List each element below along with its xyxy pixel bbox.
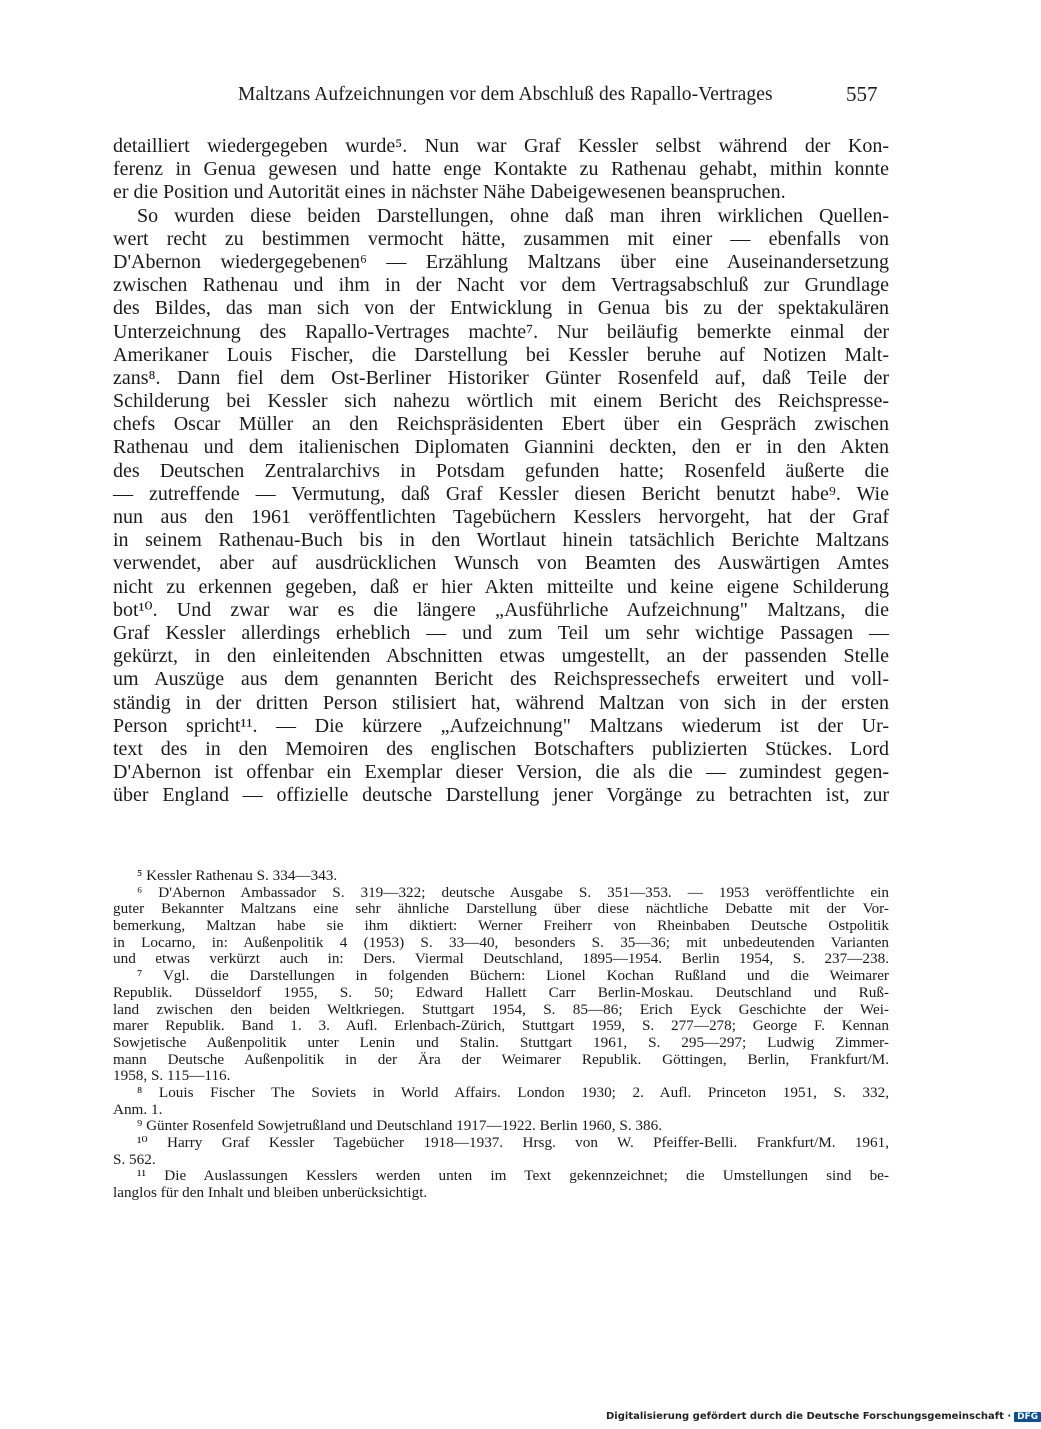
footnote-line: mann Deutsche Außenpolitik in der Ära der Weimarer Republik. Göttingen, Berlin, Frankfurt/M.: [113, 1050, 889, 1068]
text-line: nicht zu erkennen gegeben, daß er hier Akten mitteilte und keine eigene Schilderung: [113, 575, 889, 598]
footnote-line: in Locarno, in: Außenpolitik 4 (1953) S. 33—40, besonders S. 35—36; mit unbedeutenden Varianten: [113, 933, 889, 951]
text-line: des Deutschen Zentralarchivs in Potsdam gefunden hatte; Rosenfeld äußerte die: [113, 459, 889, 482]
footnote-line: Anm. 1.: [113, 1100, 163, 1118]
text-line: um Auszüge aus dem genannten Bericht des Reichspressechefs erweitert und voll-: [113, 668, 889, 691]
text-line: So wurden diese beiden Darstellungen, ohne daß man ihren wirklichen Quellen-: [137, 204, 889, 227]
digitization-credit: [606, 1411, 1041, 1422]
text-line: gekürzt, in den einleitenden Abschnitten etwas umgestellt, an der passenden Stelle: [113, 645, 889, 668]
text-line: in seinem Rathenau-Buch bis in den Wortlaut hinein tatsächlich Berichte Maltzans: [113, 529, 889, 552]
page-number: 557: [846, 82, 878, 106]
text-line: über England — offizielle deutsche Darstellung jener Vorgänge zu betrachten ist, zur: [113, 784, 889, 807]
footnote-line: ⁷ Vgl. die Darstellungen in folgenden Büchern: Lionel Kochan Rußland und die Weimarer: [137, 967, 889, 985]
text-line: zans⁸. Dann fiel dem Ost-Berliner Historiker Günter Rosenfeld auf, daß Teile der: [113, 366, 889, 389]
text-line: bot¹⁰. Und zwar war es die längere „Ausführliche Aufzeichnung" Maltzans, die: [113, 598, 889, 621]
footnote-line: marer Republik. Band 1. 3. Aufl. Erlenbach-Zürich, Stuttgart 1959, S. 277—278; George F. Kennan: [113, 1017, 889, 1035]
footnote-line: ⁵ Kessler Rathenau S. 334—343.: [137, 867, 338, 884]
footnote-line: ¹¹ Die Auslassungen Kesslers werden unten im Text gekennzeichnet; die Umstellungen sind be-: [137, 1167, 889, 1185]
footnote-line: und etwas verkürzt auch in: Ders. Viermal Deutschland, 1895—1954. Berlin 1954, S. 237—238.: [113, 950, 889, 968]
text-line: Schilderung bei Kessler sich nahezu wörtlich mit einem Bericht des Reichspresse-: [113, 390, 889, 413]
footnote-line: guter Bekannter Maltzans eine sehr ähnliche Darstellung über diese nächtliche Debatte mit der Vor-: [113, 900, 889, 918]
text-line: ständig in der dritten Person stilisiert hat, während Maltzan von sich in der ersten: [113, 691, 889, 714]
text-line: nun aus den 1961 veröffentlichten Tagebüchern Kesslers hervorgeht, hat der Graf: [113, 506, 889, 528]
main-text: [113, 135, 889, 807]
footnote-line: ¹⁰ Harry Graf Kessler Tagebücher 1918—1937. Hrsg. von W. Pfeiffer-Belli. Frankfurt/M. 1961,: [137, 1134, 889, 1151]
text-line: D'Abernon ist offenbar ein Exemplar dieser Version, die als die — zumindest gegen-: [113, 761, 889, 784]
footnote-line: land zwischen den beiden Weltkriegen. Stuttgart 1954, S. 85—86; Erich Eyck Geschichte der Wei-: [113, 1000, 889, 1018]
text-line: Amerikaner Louis Fischer, die Darstellung bei Kessler beruhe auf Notizen Malt-: [113, 343, 889, 366]
text-line: ferenz in Genua gewesen und hatte enge Kontakte zu Rathenau gehabt, mithin konnte: [113, 158, 889, 181]
footnotes: [113, 868, 889, 1202]
text-line: wert recht zu bestimmen vermocht hätte, zusammen mit einer — ebenfalls von: [113, 227, 889, 250]
text-line: detailliert wiedergegeben wurde⁵. Nun war Graf Kessler selbst während der Kon-: [113, 135, 889, 157]
footnote-line: ⁶ D'Abernon Ambassador S. 319—322; deutsche Ausgabe S. 351—353. — 1953 veröffentlichte ein: [137, 883, 889, 901]
text-line: chefs Oscar Müller an den Reichspräsidenten Ebert über ein Gespräch zwischen: [113, 413, 889, 436]
footnote-line: ⁸ Louis Fischer The Soviets in World Affairs. London 1930; 2. Aufl. Princeton 1951, S. 332,: [137, 1083, 889, 1101]
text-line: er die Position und Autorität eines in nächster Nähe Dabeigewesenen beanspruchen.: [113, 181, 786, 204]
text-line: Unterzeichnung des Rapallo-Vertrages machte⁷. Nur beiläufig bemerkte einmal der: [113, 320, 889, 343]
footnote-line: ⁹ Günter Rosenfeld Sowjetrußland und Deutschland 1917—1922. Berlin 1960, S. 386.: [137, 1117, 662, 1135]
text-line: Person spricht¹¹. — Die kürzere „Aufzeichnung" Maltzans wiederum ist der Ur-: [113, 714, 889, 737]
footnote-line: langlos für den Inhalt und bleiben unberücksichtigt.: [113, 1184, 428, 1202]
text-line: verwendet, aber auf ausdrücklichen Wunsch von Beamten des Auswärtigen Amtes: [113, 552, 889, 575]
text-line: D'Abernon wiedergegebenen⁶ — Erzählung Maltzans über eine Auseinandersetzung: [113, 250, 889, 273]
text-line: zwischen Rathenau und ihm in der Nacht vor dem Vertragsabschluß zur Grundlage: [113, 274, 889, 297]
text-line: des Bildes, das man sich von der Entwicklung in Genua bis zu der spektakulären: [113, 297, 889, 320]
footnote-line: 1958, S. 115—116.: [113, 1067, 231, 1085]
footnote-line: S. 562.: [113, 1150, 156, 1168]
running-header: [0, 84, 1000, 114]
running-title: Maltzans Aufzeichnungen vor dem Abschluß des Rapallo-Vertrages: [238, 84, 773, 105]
credit-text: Digitalisierung gefördert durch die Deutsche Forschungsgemeinschaft ·: [606, 1411, 1012, 1422]
text-line: text des in den Memoiren des englischen Botschafters publizierten Stückes. Lord: [113, 737, 889, 760]
footnote-line: bemerkung, Maltzan habe sie ihm diktiert: Werner Freiherr von Rheinbaben Deutsche Ostpolitik: [113, 917, 889, 935]
text-line: Graf Kessler allerdings erheblich — und zum Teil um sehr wichtige Passagen —: [113, 621, 889, 644]
footnote-line: Republik. Düsseldorf 1955, S. 50; Edward Hallett Carr Berlin-Moskau. Deutschland und Ruß-: [113, 983, 889, 1001]
footnote-line: Sowjetische Außenpolitik unter Lenin und Stalin. Stuttgart 1961, S. 295—297; Ludwig Zimmer-: [113, 1033, 889, 1051]
dfg-logo: DFG: [1014, 1412, 1041, 1422]
text-line: — zutreffende — Vermutung, daß Graf Kessler diesen Bericht benutzt habe⁹. Wie: [113, 482, 889, 505]
text-line: Rathenau und dem italienischen Diplomaten Giannini deckten, den er in den Akten: [113, 436, 889, 459]
